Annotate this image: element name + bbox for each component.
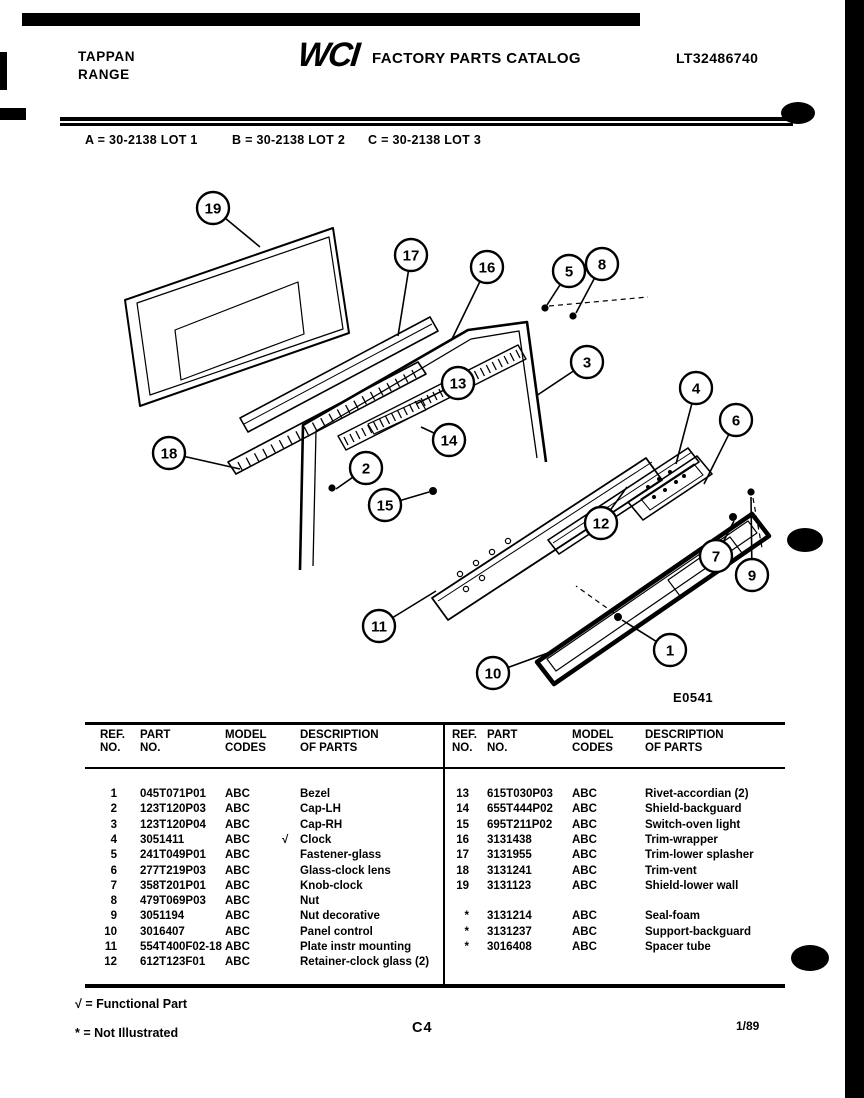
exploded-parts-diagram (60, 160, 800, 720)
diagram-hatch (279, 440, 283, 448)
brand-line2: RANGE (78, 67, 130, 82)
diagram-fastener (748, 489, 754, 495)
diagram-hatch (296, 431, 300, 439)
diagram-hatch (312, 423, 316, 431)
callout-leader-6 (704, 434, 729, 484)
cell-model-codes: ABC (572, 818, 597, 831)
catalog-title: FACTORY PARTS CATALOG (372, 50, 581, 67)
callout-leader-12 (610, 487, 627, 510)
table-row (85, 849, 443, 864)
cell-ref-no: * (464, 941, 469, 953)
callout-leader-18 (185, 457, 240, 469)
table-row (85, 941, 443, 956)
callout-leader-11 (393, 591, 436, 618)
cell-part-no: 3016408 (487, 941, 532, 953)
column-header: PART NO. (487, 729, 518, 754)
diagram-fastener (329, 485, 335, 491)
table-row (85, 865, 443, 880)
scan-artifact-right-band (845, 0, 864, 1098)
diagram-hatch (304, 427, 308, 435)
page-number: C4 (412, 1020, 433, 1036)
diagram-hatch (374, 422, 378, 430)
callout-number-10: 10 (484, 665, 502, 683)
diagram-fastener (463, 586, 468, 591)
callout-number-15: 15 (376, 497, 394, 515)
table-border-top (85, 722, 785, 725)
cell-part-no: 655T444P02 (487, 803, 553, 816)
cell-model-codes: ABC (225, 895, 250, 908)
diagram-fastener (653, 496, 656, 499)
cell-part-no: 3051411 (140, 833, 185, 846)
diagram-fastener (505, 538, 510, 543)
callout-number-8: 8 (597, 256, 607, 274)
cell-model-codes: ABC (572, 833, 597, 846)
diagram-part-outline (432, 458, 662, 620)
table-row (443, 849, 785, 864)
cell-ref-no: 7 (110, 879, 117, 892)
diagram-fastener (647, 486, 650, 489)
model-key-b: B = 30-2138 LOT 2 (232, 133, 346, 147)
callout-number-19: 19 (204, 200, 222, 218)
brand-name (78, 48, 135, 84)
callout-number-18: 18 (160, 445, 178, 463)
table-header-right (443, 729, 785, 767)
table-row (85, 895, 443, 910)
cell-model-codes: ABC (225, 803, 250, 816)
diagram-fastener (615, 614, 622, 621)
diagram-hatch (254, 453, 258, 461)
diagram-fastener (664, 489, 667, 492)
cell-description: Trim-wrapper (645, 833, 718, 846)
cell-description: Bezel (300, 788, 331, 800)
diagram-hatch (397, 410, 401, 418)
callout-number-7: 7 (711, 548, 721, 566)
cell-model-codes: ABC (572, 849, 597, 862)
cell-description: Retainer-clock glass (2) (300, 956, 430, 969)
header-rule-bottom (60, 123, 793, 126)
diagram-hatch (350, 434, 354, 442)
cell-description: Cap-RH (300, 818, 343, 831)
cell-description: Panel control (300, 925, 373, 938)
table-border-bottom (85, 984, 785, 988)
diagram-hatch (263, 449, 267, 457)
cell-part-no: 3131237 (487, 925, 532, 938)
cell-ref-no: 6 (110, 864, 117, 877)
cell-part-no: 045T071P01 (140, 788, 206, 800)
diagram-line (438, 462, 652, 601)
cell-ref-no: 19 (456, 879, 469, 892)
diagram-hatch (321, 418, 325, 426)
cell-model-codes: ABC (225, 910, 250, 923)
cell-part-no: 241T049P01 (140, 849, 206, 862)
cell-part-no: 123T120P04 (140, 818, 206, 831)
diagram-fastener (542, 305, 548, 311)
table-row (443, 834, 785, 849)
column-header: PART NO. (140, 729, 171, 754)
diagram-fastener (730, 514, 737, 521)
table-rows-right (443, 788, 785, 978)
diagram-hatch (480, 368, 484, 376)
cell-model-codes: ABC (225, 879, 250, 892)
diagram-fastener (489, 549, 494, 554)
callout-leader-5 (547, 284, 560, 305)
callout-number-2: 2 (361, 460, 371, 478)
cell-part-no: 695T211P02 (487, 818, 553, 831)
cell-model-codes: ABC (225, 833, 250, 846)
table-row (443, 941, 785, 956)
callout-number-3: 3 (582, 354, 592, 372)
cell-model-codes: ABC (225, 788, 250, 800)
diagram-hatch (385, 416, 389, 424)
callout-leader-2 (336, 477, 353, 489)
diagram-part-outline (125, 228, 349, 406)
table-row (85, 834, 443, 849)
callout-leader-3 (536, 371, 574, 396)
header-rule-top (60, 117, 793, 121)
callout-number-5: 5 (564, 263, 574, 281)
model-key-c: C = 30-2138 LOT 3 (368, 133, 482, 147)
scan-artifact-left-notch (0, 52, 7, 90)
diagram-hatch (510, 353, 514, 361)
callout-leader-14 (421, 427, 434, 433)
callout-leader-17 (398, 271, 408, 336)
diagram-fastener (658, 478, 661, 481)
table-header-separator (85, 767, 785, 769)
diagram-fastener (675, 481, 678, 484)
cell-ref-no: 3 (110, 818, 117, 831)
table-row (443, 880, 785, 895)
cell-model-codes: ABC (572, 910, 597, 923)
table-row (85, 819, 443, 834)
cell-part-no: 479T069P03 (140, 895, 206, 908)
cell-model-codes: ABC (572, 864, 597, 877)
date-code: 1/89 (736, 1019, 760, 1033)
callout-number-17: 17 (402, 247, 420, 265)
callout-leader-15 (400, 492, 429, 500)
cell-model-codes: ABC (572, 925, 597, 938)
diagram-hatch (486, 365, 490, 373)
table-row (443, 788, 785, 803)
table-rows-left (85, 788, 443, 978)
cell-description: Glass-clock lens (300, 864, 391, 877)
cell-ref-no: 18 (456, 864, 469, 877)
cell-part-no: 3131438 (487, 833, 532, 846)
callout-number-9: 9 (747, 567, 757, 585)
column-header: REF. NO. (100, 729, 125, 754)
callout-leader-19 (225, 218, 260, 247)
diagram-hatch (362, 428, 366, 436)
cell-model-codes: ABC (572, 879, 597, 892)
table-row (443, 819, 785, 834)
cell-ref-no: 10 (104, 925, 117, 938)
cell-model-codes: ABC (225, 818, 250, 831)
scan-artifact-left-mark (0, 108, 26, 120)
cell-description: Rivet-accordian (2) (645, 788, 749, 800)
cell-part-no: 3131955 (487, 849, 532, 862)
table-row (443, 926, 785, 941)
cell-part-no: 3016407 (140, 925, 185, 938)
cell-ref-no: 2 (110, 803, 117, 816)
diagram-fastener (683, 475, 686, 478)
cell-description: Seal-foam (645, 910, 700, 923)
table-row (443, 910, 785, 925)
diagram-fastener (669, 471, 672, 474)
diagram-fastener (457, 571, 462, 576)
diagram-hatch (246, 458, 250, 466)
callout-number-6: 6 (731, 412, 741, 430)
diagram-part-outline (228, 362, 426, 474)
column-header: REF. NO. (452, 729, 477, 754)
diagram-hatch (403, 407, 407, 415)
cell-part-no: 615T030P03 (487, 788, 553, 800)
diagram-hatch (344, 437, 348, 445)
cell-ref-no: 15 (456, 818, 469, 831)
cell-model-codes: ABC (572, 788, 597, 800)
cell-ref-no: 13 (456, 788, 469, 800)
cell-ref-no: 1 (110, 788, 117, 800)
callout-number-13: 13 (449, 375, 467, 393)
diagram-part-outline (338, 345, 526, 450)
cell-part-no: 554T400F02-18 (140, 941, 222, 953)
wci-logo: WCI (296, 36, 361, 74)
cell-part-no: 358T201P01 (140, 879, 206, 892)
callout-number-16: 16 (478, 259, 496, 277)
diagram-fastener (473, 560, 478, 565)
cell-description: Shield-backguard (645, 803, 742, 816)
diagram-hatch (288, 436, 292, 444)
callout-number-14: 14 (440, 432, 458, 450)
cell-model-codes: ABC (225, 864, 250, 877)
table-row (443, 865, 785, 880)
callout-leader-4 (676, 403, 692, 464)
diagram-hatch (492, 362, 496, 370)
cell-description: Nut (300, 895, 320, 908)
diagram-part-outline (240, 317, 438, 432)
footnote-not-illustrated: * = Not Illustrated (75, 1026, 179, 1040)
scan-artifact-top (22, 13, 640, 26)
diagram-fastener (570, 313, 576, 319)
cell-description: Plate instr mounting (300, 941, 412, 953)
diagram-hatch (474, 371, 478, 379)
cell-ref-no: 11 (104, 941, 117, 953)
diagram-fastener (479, 575, 484, 580)
cell-model-codes: ABC (225, 941, 250, 953)
cell-model-codes: ABC (572, 803, 597, 816)
cell-ref-no: 14 (456, 803, 469, 816)
diagram-part-outline (628, 456, 712, 520)
cell-description: Knob-clock (300, 879, 363, 892)
table-row (85, 880, 443, 895)
cell-model-codes: ABC (225, 849, 250, 862)
cell-ref-no: 12 (104, 956, 117, 969)
diagram-hatch (380, 419, 384, 427)
table-row (85, 803, 443, 818)
punch-hole-bottom (791, 945, 829, 971)
cell-part-no: 3131241 (487, 864, 532, 877)
diagram-line (549, 297, 648, 306)
table-row (85, 788, 443, 803)
diagram-part-outline (300, 322, 546, 570)
diagram-hatch (391, 413, 395, 421)
cell-ref-no: * (464, 910, 469, 923)
table-row (85, 956, 443, 971)
diagram-hatch (498, 359, 502, 367)
callout-number-4: 4 (691, 380, 701, 398)
callout-leader-10 (508, 650, 556, 668)
callout-number-1: 1 (665, 642, 675, 660)
footnote-functional-part: √ = Functional Part (75, 997, 188, 1011)
column-header: MODEL CODES (572, 729, 614, 754)
cell-ref-no: 5 (110, 849, 117, 862)
cell-description: Spacer tube (645, 941, 711, 953)
cell-description: Switch-oven light (645, 818, 741, 831)
table-row (85, 910, 443, 925)
cell-ref-no: 16 (456, 833, 469, 846)
diagram-fastener (430, 488, 437, 495)
table-row (443, 895, 785, 910)
callout-number-11: 11 (371, 618, 387, 636)
cell-part-no: 3131214 (487, 910, 532, 923)
cell-part-no: 123T120P03 (140, 803, 206, 816)
callout-number-12: 12 (592, 515, 610, 533)
figure-code: E0541 (672, 690, 714, 705)
cell-description: Cap-LH (300, 803, 341, 816)
document-number: LT32486740 (676, 50, 759, 66)
cell-model-codes: ABC (225, 956, 250, 969)
table-row (85, 926, 443, 941)
cell-ref-no: 17 (456, 849, 469, 862)
cell-part-no: 277T219P03 (140, 864, 206, 877)
cell-ref-no: 8 (110, 895, 117, 908)
diagram-hatch (504, 356, 508, 364)
cell-ref-no: * (464, 925, 469, 938)
cell-description: Trim-vent (645, 864, 697, 877)
diagram-hatch (516, 350, 520, 358)
column-header: MODEL CODES (225, 729, 267, 754)
diagram-line (576, 586, 614, 613)
cell-ref-no: 4 (110, 833, 117, 846)
cell-part-no: 3051194 (140, 910, 185, 923)
diagram-part-outline (175, 282, 304, 380)
diagram-hatch (271, 444, 275, 452)
diagram-line (553, 452, 692, 543)
callout-leader-9 (751, 497, 752, 559)
cell-model-codes: ABC (572, 941, 597, 953)
diagram-hatch (356, 431, 360, 439)
cell-ref-no: 9 (110, 910, 117, 923)
brand-line1: TAPPAN (78, 49, 136, 64)
cell-description: Trim-lower splasher (645, 849, 754, 862)
diagram-part-outline (313, 331, 537, 566)
model-key-a: A = 30-2138 LOT 1 (85, 133, 198, 147)
cell-functional-check: √ (282, 833, 289, 846)
cell-description: Fastener-glass (300, 849, 382, 862)
table-row (443, 803, 785, 818)
cell-description: Clock (300, 833, 332, 846)
cell-part-no: 3131123 (487, 879, 532, 892)
table-header-left (85, 729, 443, 767)
cell-part-no: 612T123F01 (140, 956, 206, 969)
cell-description: Nut decorative (300, 910, 380, 923)
column-header: DESCRIPTION OF PARTS (300, 729, 379, 754)
cell-description: Shield-lower wall (645, 879, 739, 892)
cell-model-codes: ABC (225, 925, 250, 938)
cell-description: Support-backguard (645, 925, 752, 938)
column-header: DESCRIPTION OF PARTS (645, 729, 724, 754)
